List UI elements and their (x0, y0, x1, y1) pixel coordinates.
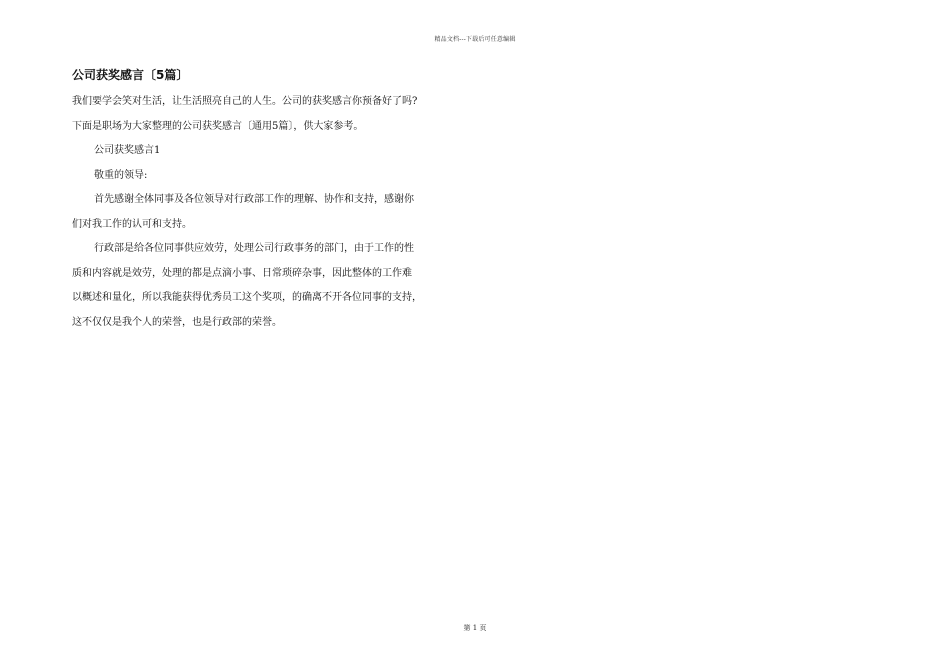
paragraph-1-line-2: 们对我工作的认可和支持。 (72, 218, 192, 230)
paragraph-2-line-1: 行政部是给各位同事供应效劳，处理公司行政事务的部门，由于工作的性 (94, 243, 414, 254)
paragraph-1-line-1: 首先感谢全体同事及各位领导对行政部工作的理解、协作和支持，感谢你 (94, 194, 414, 205)
document-body (72, 66, 472, 335)
page-number: 第 1 页 (463, 624, 487, 632)
paragraph-2-line-2: 质和内容就是效劳，处理的都是点滴小事、日常琐碎杂事，因此整体的工作难 (72, 267, 412, 279)
paragraph-2-line-4: 这不仅仅是我个人的荣誉，也是行政部的荣誉。 (72, 316, 282, 328)
document-title: 公司获奖感言〔5篇〕 (72, 68, 189, 82)
page-header: 精品文档---下载后可任意编辑 (434, 36, 516, 43)
paragraph-2-line-3: 以概述和量化，所以我能获得优秀员工这个奖项，的确离不开各位同事的支持， (72, 292, 422, 303)
intro-line-2: 下面是职场为大家整理的公司获奖感言〔通用5篇〕，供大家参考。 (72, 120, 364, 132)
section-heading: 公司获奖感言1 (94, 145, 161, 156)
salutation: 敬重的领导: (94, 169, 148, 181)
intro-line-1: 我们要学会笑对生活，让生活照亮自己的人生。公司的获奖感言你预备好了吗? (72, 96, 418, 107)
